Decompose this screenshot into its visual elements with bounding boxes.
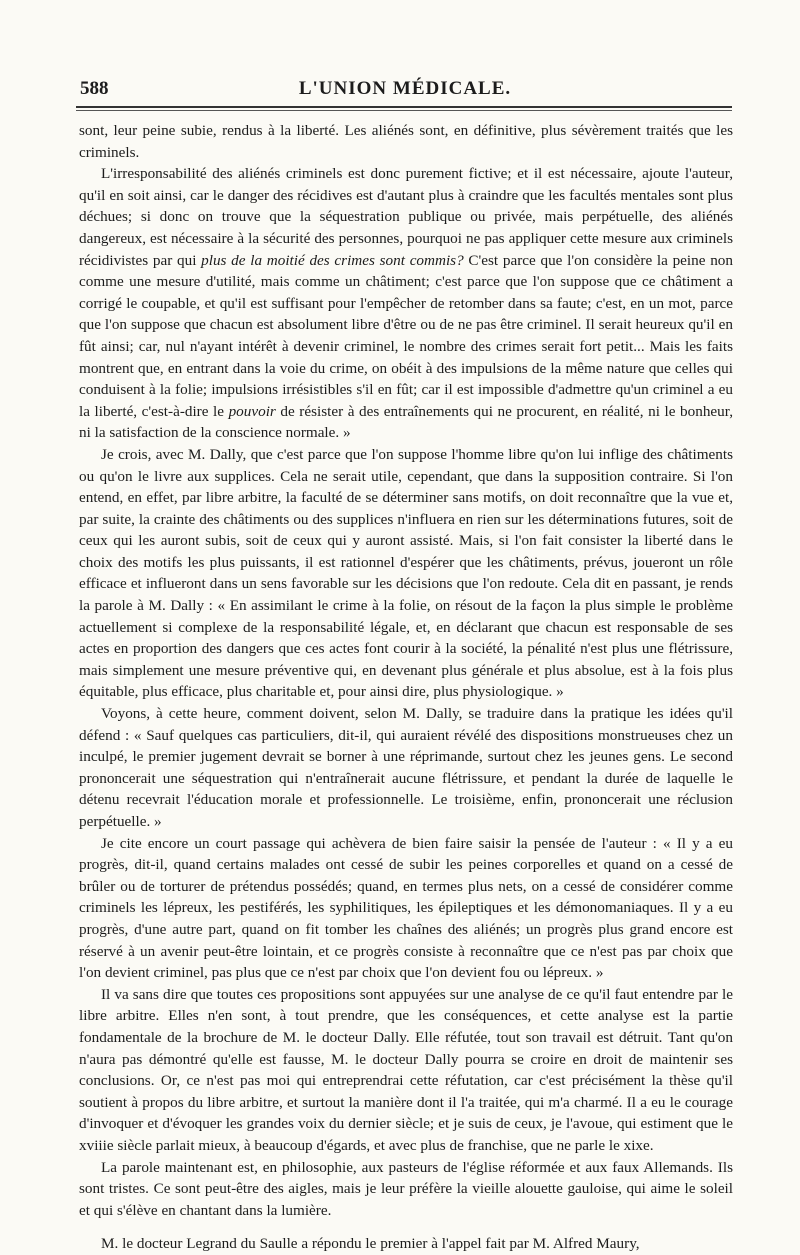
journal-title: L'UNION MÉDICALE. [298, 78, 512, 99]
paragraph: Il va sans dire que toutes ces propositions sont appuyées sur une analyse de ce qu'il faut entendre par le libre arbitre. Elles n'en sont, à tout prendre, que les conséquences, et cette analyse est la partie fondamentale de la brochure de M. le docteur Dally. Elle réfutée, tout son travail est détruit. Tant qu'on n'aura pas démontré qu'elle est fausse, M. le docteur Dally pourra se croire en droit de maintenir ses conclusions. Or, ce n'est pas moi qui entreprendrai cette réfutation, car c'est précisément la thèse qu'il soutient à propos du libre arbitre, et surtout la manière dont il l'a traitée, qui m'a charmé. Il a eu le courage d'invoquer et d'évoquer les grandes voix du dernier siècle; et je suis de ceux, je l'avoue, qui estiment que le xviiie siècle parlait mieux, à beaucoup d'égards, et avec plus de franchise, que ne parle le xixe. [79, 985, 733, 1154]
paragraph: La parole maintenant est, en philosophie, aux pasteurs de l'église réformée et aux faux Allemands. Ils sont tristes. Ce sont peut-être des aigles, mais je leur préfère la vieille alouette gauloise, qui aime le soleil et qui s'élève en chantant dans la lumière. [79, 1158, 733, 1219]
paragraph: Je crois, avec M. Dally, que c'est parce que l'on suppose l'homme libre qu'on lui inflige des châtiments ou qu'on le livre aux supplices. Cela ne serait utile, cependant, que dans la supposition contraire. Si l'on entend, en effet, par libre arbitre, la faculté de se déterminer sans motifs, on doit reconnaître que la vue et, par suite, la crainte des châtiments ou des supplices n'influera en rien sur les déterminations futures, soit de ceux qui les auront subis, soit de ceux qui y auront assisté. Mais, si l'on fait consister la liberté dans le choix des motifs les plus puissants, il est rationnel d'espérer que les châtiments, prévus, joueront un rôle efficace et influeront dans un sens favorable sur les décisions que l'on redoute. Cela dit en passant, je rends la parole à M. Dally : « En assimilant le crime à la folie, on résout de la façon la plus simple le problème actuellement si complexe de la responsabilité légale, et, en déclarant que chacun est responsable de ses actes en proportion des dangers que ces actes font courir à la société, la pénalité n'est plus une flétrissure, mais simplement une mesure préventive qui, en devenant plus générale et plus absolue, est à la fois plus équitable, plus efficace, plus charitable et, pour ainsi dire, plus physiologique. » [79, 445, 733, 701]
emphasis: plus de la moitié des crimes sont commis? [201, 251, 464, 269]
paragraph: Je cite encore un court passage qui achèvera de bien faire saisir la pensée de l'auteur : « Il y a eu progrès, dit-il, quand certains malades ont cessé de subir les peines corporelles et quand on a cessé de brûler ou de torturer de prétendus possédés; quand, en termes plus nets, on a cessé de considérer comme criminels les lépreux, les pestiférés, les syphilitiques, les épileptiques et les démonomaniaques. Il y a eu progrès, d'une autre part, quand on fit tomber les chaînes des aliénés; un progrès plus grand encore est réservé à un avenir peut-être lointain, et ce progrès consiste à reconnaître que ce n'est pas par choix que l'on devient criminel, pas plus que ce n'est par choix que l'on devient fou ou lépreux. » [79, 834, 733, 982]
paragraph: L'irresponsabilité des aliénés criminels est donc purement fictive; et il est nécessaire, ajoute l'auteur, qu'il en soit ainsi, car le danger des récidives est d'autant plus à craindre que les facultés mentales sont plus déchues; si donc on trouve que la séquestration publique ou privée, mais perpétuelle, des aliénés dangereux, est nécessaire à la sécurité des personnes, pourquoi ne pas appliquer cette mesure aux criminels récidivistes par qui plus de la moitié des crimes sont commis? C'est parce que l'on considère la peine non comme une mesure d'utilité, mais comme un châtiment; c'est parce que l'on suppose que ce châtiment a corrigé le coupable, et qu'il est suffisant pour l'empêcher de retomber dans sa faute; c'est, en un mot, parce que l'on suppose que chacun est absolument libre d'être ou de ne pas être criminel. Il serait heureux qu'il en fût ainsi; car, nul n'ayant intérêt à devenir criminel, le nombre des crimes serait fort petit... Mais les faits montrent que, en entrant dans la voie du crime, on obéit à des impulsions de la même nature que celles qui conduisent à la folie; impulsions irrésistibles s'il en fût; car il est impossible d'admettre qu'un criminel a eu la liberté, c'est-à-dire le pouvoir de résister à des entraînements qui ne procurent, en réalité, ni le bonheur, ni la satisfaction de la conscience normale. » [79, 165, 733, 442]
header-rule-thin [76, 110, 732, 111]
page-number: 588 [80, 78, 109, 99]
emphasis: pouvoir [228, 402, 276, 420]
paragraph: M. le docteur Legrand du Saulle a répondu le premier à l'appel fait par M. Alfred Maury, [101, 1235, 640, 1253]
paragraph: Voyons, à cette heure, comment doivent, selon M. Dally, se traduire dans la pratique les idées qu'il défend : « Sauf quelques cas particuliers, dit-il, qui auraient révélé des dispositions monstrueuses chez un inculpé, le premier jugement devrait se borner à une réprimande, surtout chez les jeunes gens. Le second prononcerait une séquestration qui n'entraînerait aucune flétrissure, et pendant la durée de laquelle le détenu recevrait l'éducation morale et professionnelle. Le troisième, enfin, prononcerait une réclusion perpétuelle. » [79, 705, 733, 830]
paragraph: sont, leur peine subie, rendus à la liberté. Les aliénés sont, en définitive, plus sévèrement traités que les criminels. [79, 122, 733, 161]
header-rule [76, 106, 732, 108]
running-header [80, 74, 730, 104]
article-body [79, 120, 733, 1255]
